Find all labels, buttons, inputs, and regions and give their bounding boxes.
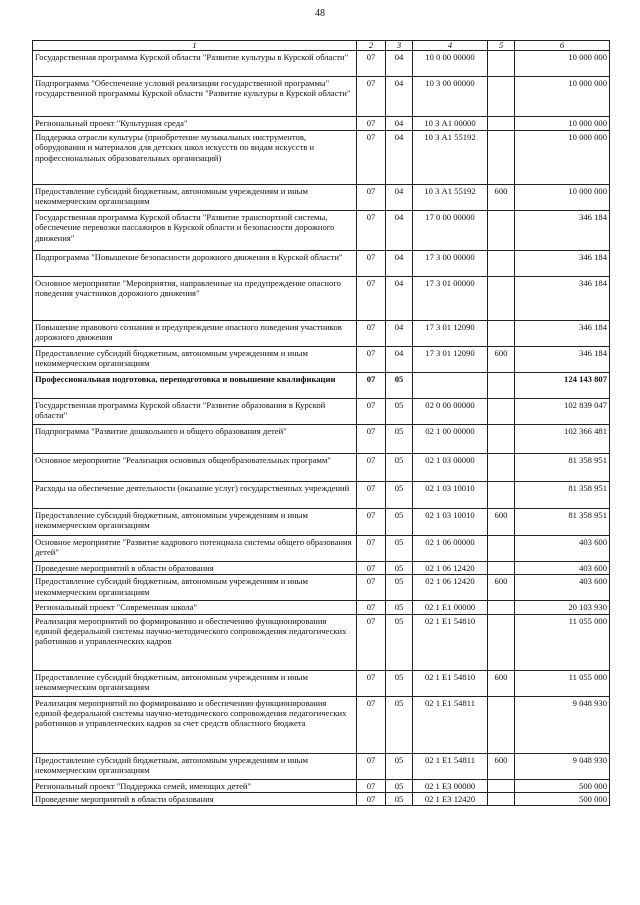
- cell-amount: 20 103 930: [515, 601, 610, 614]
- cell-expense-type: [488, 51, 515, 77]
- table-row: [33, 779, 610, 792]
- table-row: [33, 399, 610, 425]
- cell-expense-type: [488, 321, 515, 347]
- cell-expense-type: [488, 251, 515, 277]
- cell-name: Повышение правового сознания и предупреждение опасного поведения участников дорожного движения: [33, 321, 357, 347]
- cell-expense-type: 600: [488, 509, 515, 536]
- cell-name: Основное мероприятие "Реализация основных общеобразовательных программ": [33, 454, 357, 482]
- cell-amount: 10 000 000: [515, 185, 610, 211]
- table-row: [33, 321, 610, 347]
- cell-expense-type: [488, 277, 515, 321]
- cell-subsection: 05: [386, 575, 413, 601]
- table-row: [33, 373, 610, 399]
- cell-expense-type: [488, 117, 515, 131]
- cell-amount: 346 184: [515, 211, 610, 251]
- cell-subsection: 05: [386, 792, 413, 805]
- cell-section: 07: [357, 51, 386, 77]
- cell-expense-type: [488, 536, 515, 562]
- cell-name: Государственная программа Курской области "Развитие культуры в Курской области": [33, 51, 357, 77]
- cell-expense-type: [488, 131, 515, 185]
- cell-subsection: 05: [386, 536, 413, 562]
- cell-amount: 11 055 000: [515, 614, 610, 670]
- cell-subsection: 05: [386, 509, 413, 536]
- cell-section: 07: [357, 536, 386, 562]
- cell-subsection: 04: [386, 131, 413, 185]
- cell-amount: 81 358 951: [515, 482, 610, 509]
- cell-section: 07: [357, 347, 386, 373]
- cell-name: Расходы на обеспечение деятельности (оказание услуг) государственных учреждений: [33, 482, 357, 509]
- cell-subsection: 05: [386, 779, 413, 792]
- cell-subsection: 04: [386, 321, 413, 347]
- cell-amount: 500 000: [515, 779, 610, 792]
- cell-target-article: 02 1 Е1 00000: [413, 601, 488, 614]
- cell-subsection: 05: [386, 399, 413, 425]
- cell-amount: 102 366 481: [515, 425, 610, 454]
- cell-expense-type: [488, 601, 515, 614]
- column-header-name: 1: [33, 41, 357, 51]
- cell-expense-type: [488, 482, 515, 509]
- cell-name: Предоставление субсидий бюджетным, автономным учреждениям и иным некоммерческим организациям: [33, 575, 357, 601]
- cell-target-article: 02 1 03 00000: [413, 454, 488, 482]
- cell-target-article: 02 1 Е3 12420: [413, 792, 488, 805]
- cell-section: 07: [357, 454, 386, 482]
- cell-amount: 9 048 930: [515, 753, 610, 779]
- cell-expense-type: [488, 696, 515, 753]
- table-row: [33, 347, 610, 373]
- cell-target-article: 02 1 03 10010: [413, 509, 488, 536]
- cell-subsection: 05: [386, 373, 413, 399]
- cell-amount: 10 000 000: [515, 51, 610, 77]
- column-header-subsection: 3: [386, 41, 413, 51]
- cell-name: Проведение мероприятий в области образования: [33, 562, 357, 575]
- cell-expense-type: [488, 562, 515, 575]
- cell-expense-type: [488, 373, 515, 399]
- cell-subsection: 04: [386, 117, 413, 131]
- cell-name: Реализация мероприятий по формированию и обеспечению функционирования единой федеральной системы научно-методического сопровождения педагогических работников и управленческих кадров за счет средств областного бюджета: [33, 696, 357, 753]
- cell-amount: 346 184: [515, 347, 610, 373]
- table-row: [33, 131, 610, 185]
- table-row: [33, 185, 610, 211]
- cell-amount: 500 000: [515, 792, 610, 805]
- cell-expense-type: 600: [488, 347, 515, 373]
- cell-subsection: 05: [386, 425, 413, 454]
- cell-name: Региональный проект "Современная школа": [33, 601, 357, 614]
- cell-target-article: 02 1 03 10010: [413, 482, 488, 509]
- cell-section: 07: [357, 670, 386, 696]
- cell-subsection: 04: [386, 77, 413, 117]
- cell-subsection: 05: [386, 562, 413, 575]
- cell-expense-type: [488, 77, 515, 117]
- table-row: [33, 670, 610, 696]
- cell-target-article: 02 1 06 12420: [413, 562, 488, 575]
- cell-section: 07: [357, 792, 386, 805]
- cell-expense-type: 600: [488, 575, 515, 601]
- cell-section: 07: [357, 211, 386, 251]
- cell-subsection: 04: [386, 347, 413, 373]
- cell-amount: 346 184: [515, 321, 610, 347]
- cell-amount: 11 055 000: [515, 670, 610, 696]
- cell-expense-type: 600: [488, 670, 515, 696]
- cell-target-article: 02 1 Е1 54810: [413, 614, 488, 670]
- cell-section: 07: [357, 399, 386, 425]
- cell-target-article: 02 1 Е1 54811: [413, 753, 488, 779]
- cell-name: Предоставление субсидий бюджетным, автономным учреждениям и иным некоммерческим организациям: [33, 509, 357, 536]
- cell-amount: 102 839 047: [515, 399, 610, 425]
- table-row: [33, 614, 610, 670]
- cell-name: Подпрограмма "Развитие дошкольного и общего образования детей": [33, 425, 357, 454]
- cell-name: Предоставление субсидий бюджетным, автономным учреждениям и иным некоммерческим организациям: [33, 347, 357, 373]
- cell-section: 07: [357, 117, 386, 131]
- column-header-section: 2: [357, 41, 386, 51]
- cell-target-article: [413, 373, 488, 399]
- table-row: [33, 277, 610, 321]
- cell-expense-type: [488, 425, 515, 454]
- cell-amount: 9 048 930: [515, 696, 610, 753]
- cell-subsection: 05: [386, 614, 413, 670]
- cell-target-article: 10 0 00 00000: [413, 51, 488, 77]
- table-body: [33, 51, 610, 806]
- table-row: [33, 251, 610, 277]
- cell-amount: 403 600: [515, 575, 610, 601]
- cell-amount: 81 358 951: [515, 454, 610, 482]
- cell-name: Региональный проект "Поддержка семей, имеющих детей": [33, 779, 357, 792]
- page-number: 48: [315, 8, 325, 19]
- cell-section: 07: [357, 562, 386, 575]
- cell-subsection: 04: [386, 51, 413, 77]
- column-header-expense-type: 5: [488, 41, 515, 51]
- cell-section: 07: [357, 753, 386, 779]
- table-row: [33, 51, 610, 77]
- cell-target-article: 02 1 Е1 54810: [413, 670, 488, 696]
- cell-name: Государственная программа Курской области "Развитие образования в Курской области": [33, 399, 357, 425]
- cell-section: 07: [357, 185, 386, 211]
- cell-section: 07: [357, 425, 386, 454]
- cell-target-article: 17 3 00 00000: [413, 251, 488, 277]
- cell-name: Предоставление субсидий бюджетным, автономным учреждениям и иным некоммерческим организациям: [33, 185, 357, 211]
- cell-section: 07: [357, 614, 386, 670]
- cell-target-article: 02 1 06 00000: [413, 536, 488, 562]
- cell-name: Предоставление субсидий бюджетным, автономным учреждениям и иным некоммерческим организациям: [33, 753, 357, 779]
- cell-name: Подпрограмма "Обеспечение условий реализации государственной программы" государственной программы Курской области "Развитие культуры в Курской области": [33, 77, 357, 117]
- cell-target-article: 10 3 00 00000: [413, 77, 488, 117]
- table-row: [33, 601, 610, 614]
- cell-section: 07: [357, 373, 386, 399]
- cell-subsection: 04: [386, 185, 413, 211]
- table-row: [33, 575, 610, 601]
- cell-name: Основное мероприятие "Мероприятия, направленные на предупреждение опасного поведения участников дорожного движения": [33, 277, 357, 321]
- cell-target-article: 10 3 А1 55192: [413, 131, 488, 185]
- cell-target-article: 02 1 Е1 54811: [413, 696, 488, 753]
- table-row: [33, 562, 610, 575]
- cell-section: 07: [357, 131, 386, 185]
- cell-section: 07: [357, 321, 386, 347]
- cell-expense-type: [488, 399, 515, 425]
- table-row: [33, 454, 610, 482]
- cell-amount: 124 143 807: [515, 373, 610, 399]
- cell-target-article: 17 3 01 12090: [413, 347, 488, 373]
- cell-target-article: 02 1 00 00000: [413, 425, 488, 454]
- cell-amount: 10 000 000: [515, 131, 610, 185]
- cell-subsection: 05: [386, 670, 413, 696]
- cell-target-article: 02 1 06 12420: [413, 575, 488, 601]
- table-row: [33, 117, 610, 131]
- cell-name: Предоставление субсидий бюджетным, автономным учреждениям и иным некоммерческим организациям: [33, 670, 357, 696]
- cell-target-article: 02 0 00 00000: [413, 399, 488, 425]
- cell-amount: 403 600: [515, 562, 610, 575]
- cell-expense-type: [488, 792, 515, 805]
- cell-name: Поддержка отрасли культуры (приобретение музыкальных инструментов, оборудования и материалов для детских школ искусств по видам искусств и профессиональных образовательных организаций): [33, 131, 357, 185]
- column-header-target-article: 4: [413, 41, 488, 51]
- cell-target-article: 02 1 Е3 00000: [413, 779, 488, 792]
- column-header-row: [33, 41, 610, 51]
- table-row: [33, 696, 610, 753]
- cell-section: 07: [357, 509, 386, 536]
- table-row: [33, 482, 610, 509]
- cell-subsection: 04: [386, 251, 413, 277]
- cell-section: 07: [357, 575, 386, 601]
- table-row: [33, 211, 610, 251]
- cell-section: 07: [357, 482, 386, 509]
- cell-subsection: 05: [386, 753, 413, 779]
- cell-section: 07: [357, 601, 386, 614]
- cell-expense-type: [488, 614, 515, 670]
- cell-target-article: 10 3 А1 55192: [413, 185, 488, 211]
- cell-section: 07: [357, 251, 386, 277]
- cell-amount: 346 184: [515, 251, 610, 277]
- cell-name: Реализация мероприятий по формированию и обеспечению функционирования единой федеральной системы научно-методического сопровождения педагогических работников и управленческих кадров: [33, 614, 357, 670]
- cell-name: Профессиональная подготовка, переподготовка и повышение квалификации: [33, 373, 357, 399]
- cell-name: Основное мероприятие "Развитие кадрового потенциала системы общего образования детей": [33, 536, 357, 562]
- cell-target-article: 10 3 А1 00000: [413, 117, 488, 131]
- cell-target-article: 17 3 01 12090: [413, 321, 488, 347]
- cell-subsection: 04: [386, 277, 413, 321]
- cell-expense-type: [488, 454, 515, 482]
- table-row: [33, 536, 610, 562]
- cell-target-article: 17 0 00 00000: [413, 211, 488, 251]
- column-header-amount: 6: [515, 41, 610, 51]
- cell-amount: 10 000 000: [515, 77, 610, 117]
- cell-section: 07: [357, 77, 386, 117]
- cell-expense-type: 600: [488, 753, 515, 779]
- cell-subsection: 05: [386, 454, 413, 482]
- cell-expense-type: 600: [488, 185, 515, 211]
- cell-subsection: 05: [386, 482, 413, 509]
- table-row: [33, 509, 610, 536]
- cell-section: 07: [357, 277, 386, 321]
- cell-section: 07: [357, 696, 386, 753]
- cell-subsection: 05: [386, 696, 413, 753]
- cell-subsection: 04: [386, 211, 413, 251]
- cell-name: Подпрограмма "Повышение безопасности дорожного движения в Курской области": [33, 251, 357, 277]
- cell-subsection: 05: [386, 601, 413, 614]
- table-row: [33, 77, 610, 117]
- cell-name: Государственная программа Курской области "Развитие транспортной системы, обеспечение перевозки пассажиров в Курской области и безопасности дорожного движения": [33, 211, 357, 251]
- table-row: [33, 753, 610, 779]
- cell-name: Региональный проект "Культурная среда": [33, 117, 357, 131]
- cell-amount: 81 358 951: [515, 509, 610, 536]
- cell-amount: 346 184: [515, 277, 610, 321]
- table-row: [33, 425, 610, 454]
- cell-expense-type: [488, 779, 515, 792]
- cell-target-article: 17 3 01 00000: [413, 277, 488, 321]
- table-row: [33, 792, 610, 805]
- cell-name: Проведение мероприятий в области образования: [33, 792, 357, 805]
- budget-table: [32, 40, 610, 806]
- cell-amount: 403 600: [515, 536, 610, 562]
- cell-amount: 10 000 000: [515, 117, 610, 131]
- cell-section: 07: [357, 779, 386, 792]
- cell-expense-type: [488, 211, 515, 251]
